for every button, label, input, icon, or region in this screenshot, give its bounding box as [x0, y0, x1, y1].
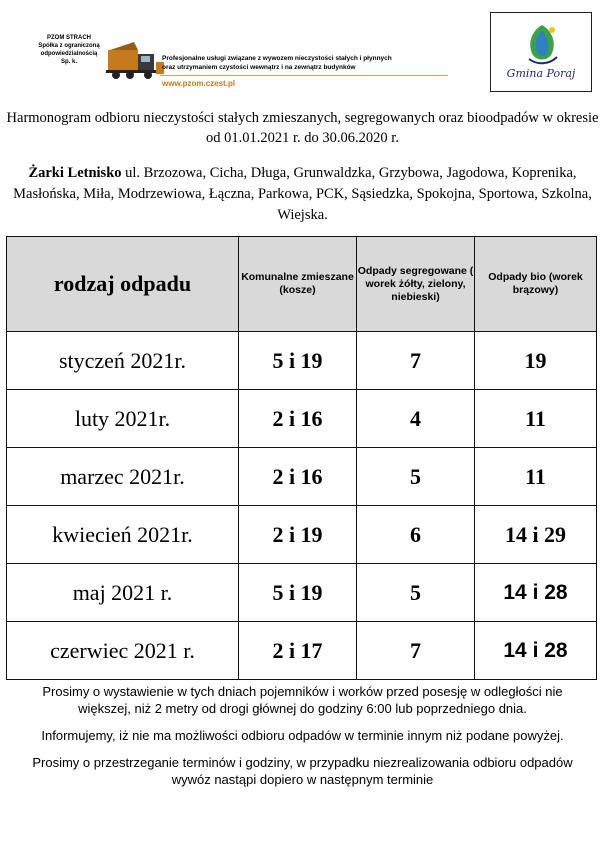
segregated-cell: 7	[357, 332, 475, 390]
header-divider	[160, 75, 448, 76]
mixed-cell: 5 i 19	[239, 564, 357, 622]
table-header-row	[7, 237, 597, 332]
mixed-cell: 5 i 19	[239, 332, 357, 390]
table-row	[7, 506, 597, 564]
month-cell: kwiecień 2021r.	[7, 506, 239, 564]
table-row	[7, 448, 597, 506]
month-cell: luty 2021r.	[7, 390, 239, 448]
pzom-logo	[18, 22, 158, 82]
segregated-cell: 4	[357, 390, 475, 448]
company-name: PZOM STRACH Spółka z ograniczoną odpowiedzialnością Sp. k.	[38, 35, 100, 65]
truck-icon	[106, 38, 166, 82]
note-placement: Prosimy o wystawienie w tych dniach pojemników i worków przed posesję w odległości nie większej, niż 2 metry od drogi głównej do godziny 6:00 lub poprzedniego dnia.	[42, 684, 563, 716]
segregated-cell: 6	[357, 506, 475, 564]
mixed-cell: 2 i 19	[239, 506, 357, 564]
document-header	[0, 0, 605, 95]
bio-cell: 14 i 29	[475, 506, 597, 564]
notes-section	[20, 683, 585, 798]
header-mixed: Komunalne zmieszane (kosze)	[239, 237, 357, 332]
bio-cell: 19	[475, 332, 597, 390]
segregated-cell: 5	[357, 448, 475, 506]
table-row	[7, 332, 597, 390]
table-row	[7, 622, 597, 680]
gmina-logo-icon	[519, 21, 565, 67]
bio-cell: 14 i 28	[475, 564, 597, 622]
header-segregated: Odpady segregowane ( worek żółty, zielony, niebieski)	[357, 237, 475, 332]
street-names: ul. Brzozowa, Cicha, Długa, Grunwaldzka, Grzybowa, Jagodowa, Koprenika, Masłońska, Miła, Modrzewiowa, Łączna, Parkowa, PCK, Sąsiedzka, Spokojna, Sportowa, Szkolna, Wiejska.	[13, 165, 592, 223]
streets-list	[0, 163, 605, 226]
company-tagline: Profesjonalne usługi związane z wywozem nieczystości stałych i płynnych oraz utrzymaniem czystości wewnątrz i na zewnątrz budynków	[162, 55, 392, 71]
header-waste-type: rodzaj odpadu	[7, 237, 239, 332]
company-website[interactable]: www.pzom.czest.pl	[162, 79, 236, 88]
table-row	[7, 390, 597, 448]
month-cell: czerwiec 2021 r.	[7, 622, 239, 680]
mixed-cell: 2 i 16	[239, 390, 357, 448]
gmina-logo	[490, 12, 592, 92]
bio-cell: 14 i 28	[475, 622, 597, 680]
month-cell: maj 2021 r.	[7, 564, 239, 622]
segregated-cell: 5	[357, 564, 475, 622]
header-bio: Odpady bio (worek brązowy)	[475, 237, 597, 332]
month-cell: styczeń 2021r.	[7, 332, 239, 390]
mixed-cell: 2 i 16	[239, 448, 357, 506]
schedule-title: Harmonogram odbioru nieczystości stałych zmieszanych, segregowanych oraz bioodpadów w okresie od 01.01.2021 r. do 30.06.2020 r.	[6, 110, 599, 146]
bio-cell: 11	[475, 390, 597, 448]
note-observe-dates: Prosimy o przestrzeganie terminów i godziny, w przypadku niezrealizowania odbioru odpadów wywóz nastąpi dopiero w następnym terminie	[32, 755, 573, 787]
schedule-table	[6, 236, 597, 680]
table-row	[7, 564, 597, 622]
gmina-name: Gmina Poraj	[506, 67, 576, 80]
location-name: Żarki Letnisko	[28, 165, 122, 181]
month-cell: marzec 2021r.	[7, 448, 239, 506]
segregated-cell: 7	[357, 622, 475, 680]
note-no-other-dates: Informujemy, iż nie ma możliwości odbioru odpadów w terminie innym niż podane powyżej.	[41, 728, 564, 743]
mixed-cell: 2 i 17	[239, 622, 357, 680]
bio-cell: 11	[475, 448, 597, 506]
